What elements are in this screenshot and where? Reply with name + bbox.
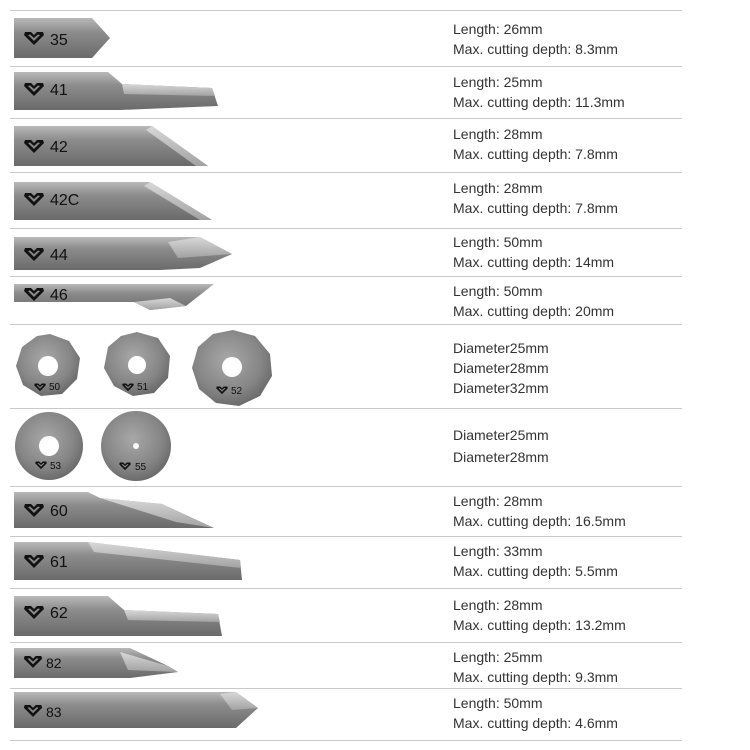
blade-model-label: 42C	[50, 192, 80, 209]
blade-image-61	[0, 536, 440, 588]
spec-diameter: Diameter28mm	[453, 360, 549, 376]
blade-row-61	[0, 536, 750, 588]
spec-depth: Max. cutting depth: 14mm	[453, 254, 615, 270]
blade-model-label: 83	[46, 704, 62, 720]
spec-length: Length: 50mm	[453, 695, 543, 711]
blade-row-83	[0, 688, 750, 740]
blade-model-label: 35	[50, 32, 68, 49]
spec-depth: Max. cutting depth: 13.2mm	[453, 617, 626, 633]
blade-row-44	[0, 228, 750, 276]
blade-specs	[453, 232, 614, 272]
spec-length: Length: 28mm	[453, 126, 543, 142]
blade-specs	[453, 541, 618, 581]
row-divider	[10, 740, 682, 741]
blade-model-label: 41	[50, 82, 68, 99]
blade-row-42c	[0, 172, 750, 228]
disc-blades-image	[0, 324, 440, 408]
blade-model-label: 44	[50, 247, 68, 264]
blade-row-82	[0, 642, 750, 688]
blade-model-label: 62	[50, 605, 68, 622]
spec-depth: Max. cutting depth: 4.6mm	[453, 715, 618, 731]
spec-depth: Max. cutting depth: 5.5mm	[453, 563, 618, 579]
blade-model-label: 61	[50, 554, 68, 571]
blade-specs	[453, 491, 626, 531]
blade-row-62	[0, 588, 750, 642]
spec-depth: Max. cutting depth: 11.3mm	[453, 94, 625, 110]
disc-blade-50	[16, 334, 80, 396]
spec-diameter: Diameter25mm	[453, 340, 549, 356]
disc-blade-53	[15, 412, 83, 480]
spec-length: Length: 25mm	[453, 74, 543, 90]
blade-row-42	[0, 118, 750, 172]
disc-model-label: 50	[49, 382, 61, 393]
spec-length: Length: 28mm	[453, 493, 543, 509]
blade-model-label: 46	[50, 287, 68, 304]
blade-image-82	[0, 642, 440, 688]
blade-image-35	[0, 10, 440, 66]
spec-length: Length: 26mm	[453, 21, 543, 37]
blade-row-41	[0, 66, 750, 118]
blade-specs	[453, 124, 618, 164]
spec-length: Length: 28mm	[453, 180, 543, 196]
spec-length: Length: 50mm	[453, 234, 543, 250]
spec-depth: Max. cutting depth: 20mm	[453, 303, 615, 319]
disc-blades-image-2	[0, 408, 440, 486]
blade-image-60	[0, 486, 440, 536]
disc-specs	[453, 424, 549, 468]
blade-specs	[453, 693, 618, 733]
disc-blade-52	[192, 330, 272, 406]
blade-specs	[453, 647, 618, 687]
disc-model-label: 53	[50, 461, 62, 472]
spec-length: Length: 28mm	[453, 597, 543, 613]
blade-row-46	[0, 276, 750, 324]
spec-depth: Max. cutting depth: 8.3mm	[453, 41, 618, 57]
blade-row-35	[0, 10, 750, 66]
blade-image-42c	[0, 172, 440, 228]
blade-image-44	[0, 228, 440, 276]
spec-length: Length: 50mm	[453, 283, 543, 299]
blade-specs	[453, 281, 614, 321]
spec-depth: Max. cutting depth: 9.3mm	[453, 669, 618, 685]
blade-image-41	[0, 66, 440, 118]
disc-model-label: 55	[135, 462, 147, 473]
blade-model-label: 60	[50, 503, 68, 520]
blade-specs	[453, 178, 618, 218]
disc-blade-51	[104, 332, 170, 396]
blade-model-label: 82	[46, 655, 62, 671]
spec-depth: Max. cutting depth: 7.8mm	[453, 146, 618, 162]
blade-row-discs-50-52	[0, 324, 750, 408]
spec-diameter: Diameter32mm	[453, 380, 549, 396]
disc-specs	[453, 338, 549, 398]
disc-blade-55	[101, 411, 171, 481]
blade-model-label: 42	[50, 139, 68, 156]
spec-length: Length: 33mm	[453, 543, 543, 559]
spec-depth: Max. cutting depth: 16.5mm	[453, 513, 626, 529]
spec-diameter: Diameter28mm	[453, 449, 549, 465]
spec-depth: Max. cutting depth: 7.8mm	[453, 200, 618, 216]
disc-model-label: 52	[231, 386, 243, 397]
blade-image-46	[0, 276, 440, 324]
blade-row-discs-53-55	[0, 408, 750, 486]
blade-image-83	[0, 688, 440, 740]
blade-specs	[453, 19, 618, 59]
blade-specs	[453, 595, 626, 635]
blade-image-62	[0, 588, 440, 642]
blade-row-60	[0, 486, 750, 536]
blade-specs	[453, 72, 625, 112]
blade-image-42	[0, 118, 440, 172]
disc-model-label: 51	[137, 382, 149, 393]
spec-length: Length: 25mm	[453, 649, 543, 665]
spec-diameter: Diameter25mm	[453, 427, 549, 443]
